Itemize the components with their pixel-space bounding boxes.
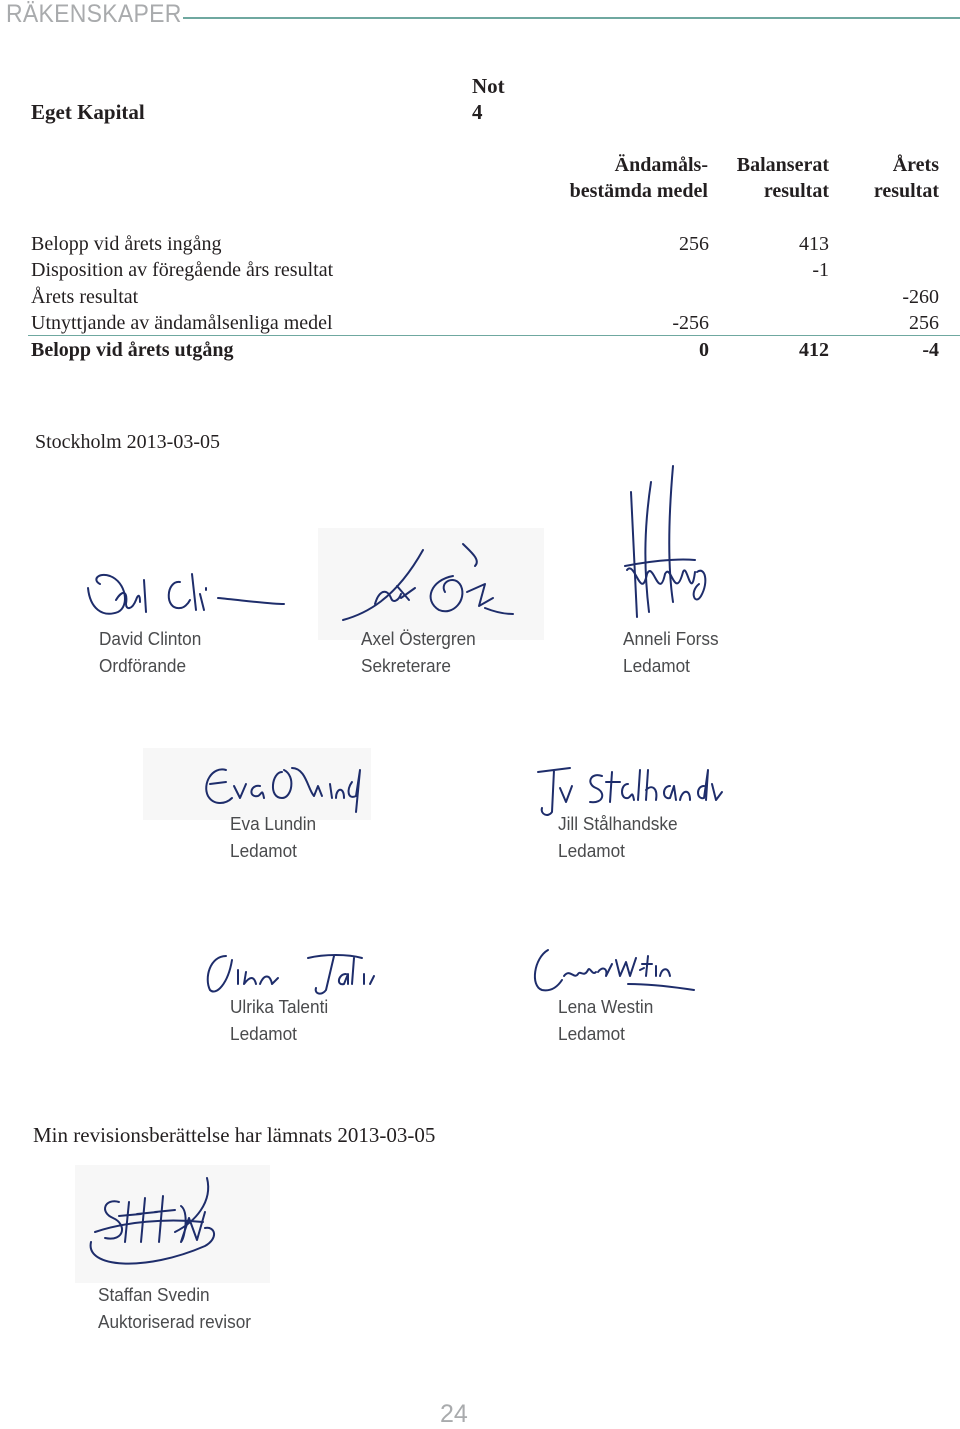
signature-image <box>615 462 725 627</box>
signatory <box>623 625 719 679</box>
signatory-role: Ledamot <box>230 1023 297 1044</box>
signatory-role: Ordförande <box>99 655 187 676</box>
column-header-designated-funds <box>488 152 708 204</box>
total-divider <box>28 335 960 336</box>
signatory-name: Jill Stålhandske <box>558 813 678 834</box>
auditor <box>98 1281 251 1335</box>
statement-title: Eget Kapital <box>31 100 145 124</box>
signatory-name: Lena Westin <box>558 996 654 1017</box>
row-label: Utnyttjande av ändamålsenliga medel <box>31 312 333 334</box>
column-header-line: bestämda medel <box>569 180 708 202</box>
signatory-role: Sekreterare <box>361 655 451 676</box>
signatory-name: Anneli Forss <box>623 628 719 649</box>
column-header-line: Årets <box>892 154 939 176</box>
signatory <box>230 810 316 864</box>
total-year-result: -4 <box>922 339 939 361</box>
note-label: Not <box>472 74 505 98</box>
page-number: 24 <box>440 1400 468 1428</box>
row-label: Årets resultat <box>31 286 139 308</box>
column-header-line: Balanserat <box>736 154 829 176</box>
cell-year-result: 256 <box>909 312 939 334</box>
table-row <box>31 310 939 336</box>
signatory-name: Ulrika Talenti <box>230 996 329 1017</box>
signatory-role: Ledamot <box>623 655 690 676</box>
cell-designated-funds: 256 <box>679 233 709 255</box>
header-divider <box>183 17 960 19</box>
signatory-name: Axel Östergren <box>361 628 476 649</box>
signature-image <box>335 540 515 635</box>
signatory <box>99 625 201 679</box>
signatory <box>558 993 653 1047</box>
signatory-role: Ledamot <box>558 1023 625 1044</box>
signature-image <box>85 1172 225 1280</box>
table-row <box>31 257 939 283</box>
table-row <box>31 231 939 257</box>
cell-retained-earnings: 413 <box>799 233 829 255</box>
row-label: Belopp vid årets ingång <box>31 233 222 255</box>
total-designated-funds: 0 <box>699 339 709 361</box>
signatory-role: Ledamot <box>558 840 625 861</box>
signature-image <box>528 940 698 1000</box>
section-title: RÄKENSKAPER <box>6 0 182 28</box>
auditor-name: Staffan Svedin <box>98 1284 210 1305</box>
table-row <box>31 284 939 310</box>
signature-image <box>80 560 290 630</box>
signature-image <box>198 950 388 998</box>
row-label: Disposition av föregående års resultat <box>31 259 334 281</box>
column-header-year-result <box>839 152 939 204</box>
signatory-name: David Clinton <box>99 628 202 649</box>
signatory <box>230 993 328 1047</box>
total-row <box>31 337 939 363</box>
place-date: Stockholm 2013-03-05 <box>35 431 220 453</box>
cell-retained-earnings: -1 <box>812 259 829 281</box>
cell-year-result: -260 <box>902 286 939 308</box>
signatory <box>361 625 476 679</box>
signatory-name: Eva Lundin <box>230 813 317 834</box>
total-retained-earnings: 412 <box>799 339 829 361</box>
column-header-retained-earnings <box>689 152 829 204</box>
auditor-role: Auktoriserad revisor <box>98 1311 251 1332</box>
signatory-role: Ledamot <box>230 840 297 861</box>
audit-statement: Min revisionsberättelse har lämnats 2013-03-05 <box>33 1123 436 1147</box>
cell-designated-funds: -256 <box>672 312 709 334</box>
column-header-line: resultat <box>873 180 939 202</box>
signatory <box>558 810 678 864</box>
note-number: 4 <box>472 100 483 124</box>
column-header-line: resultat <box>763 180 829 202</box>
column-header-line: Ändamåls- <box>614 154 708 176</box>
total-label: Belopp vid årets utgång <box>31 339 234 361</box>
